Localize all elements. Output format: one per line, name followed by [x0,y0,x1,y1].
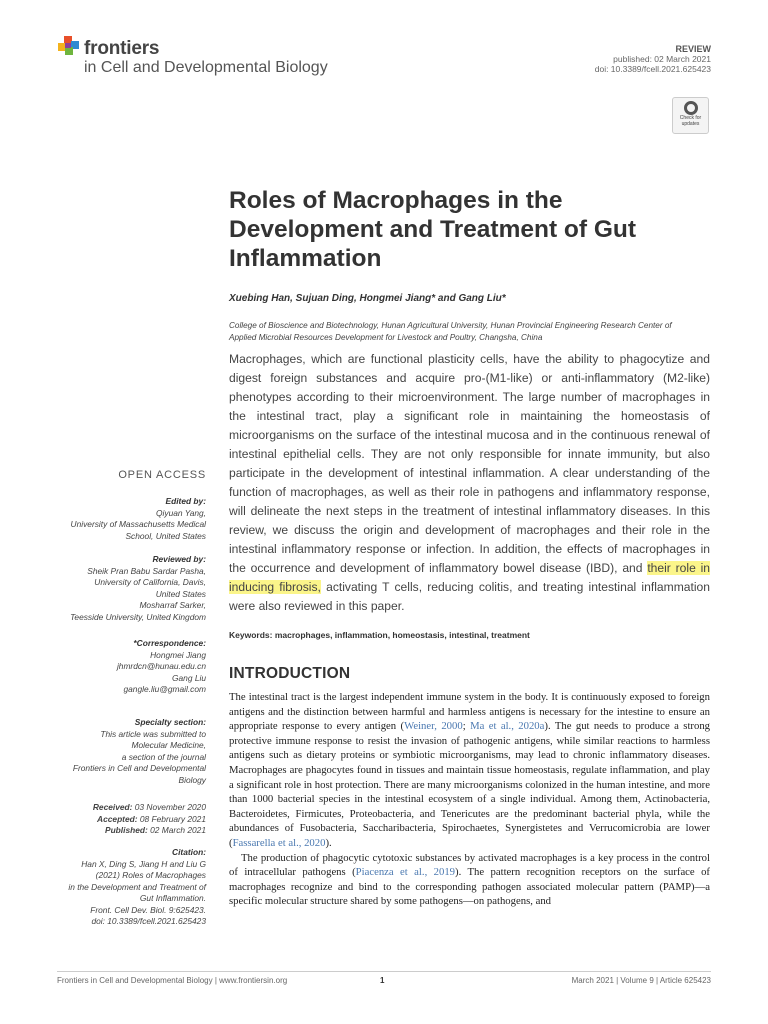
open-access-label: OPEN ACCESS [118,469,206,481]
publish-date: published: 02 March 2021 [613,54,711,64]
footer-issue: March 2021 | Volume 9 | Article 625423 [571,976,711,985]
keywords: Keywords: macrophages, inflammation, homeostasis, intestinal, treatment [229,630,530,640]
sidebar-edited-by: Edited by: Qiyuan Yang, University of Massachusetts Medical School, United States [70,496,206,541]
paragraph-2: The production of phagocytic cytotoxic substances by activated macrophages is a key process in the control of intracellular pathogens (Piacenza et al., 2019). The pattern recognition receptors on the surface of macrophages recognize and bind to the corresponding pathogen associated molecular pattern (PAMP)—a specific molecular structure shared by some pathogens—on pathogens, and [229,851,710,908]
affiliation: College of Bioscience and Biotechnology, Hunan Agricultural University, Hunan Provincial Engineering Research Center of Applied Microbial Resources Development for Livestock and Poultry, Changsha, China [229,321,672,342]
frontiers-logo-icon [58,36,80,58]
update-ring-icon [684,101,698,115]
page-number: 1 [380,976,385,985]
footer-divider [57,971,711,972]
body-text [229,690,710,909]
doi[interactable]: doi: 10.3389/fcell.2021.625423 [594,64,711,74]
logo-wordmark: frontiers [84,38,160,59]
journal-name: in Cell and Developmental Biology [84,59,328,76]
highlighted-text: their role in inducing fibrosis, [229,561,710,594]
footer-journal[interactable]: Frontiers in Cell and Developmental Biology | www.frontiersin.org [57,976,288,985]
citation-link[interactable]: Weiner, 2000 [404,720,463,733]
article-type: REVIEW [675,44,711,54]
abstract: Macrophages, which are functional plasticity cells, have the ability to phagocytize and digest foreign substances and acquire pro-(M1-like) or anti-inflammatory (M2-like) phenotypes according to their microenvironment. The large number of macrophages in the intestinal tract, play a significant role in maintaining the homeostasis of microorganisms on the surface of the intestinal mucosa and in the continuous renewal of intestinal epithelial cells. They are not only responsible for innate immunity, but also participate in the development of intestinal inflammation. A clear understanding of the function of macrophages, as well as their role in pathogens and inflammatory response, will delineate the next steps in the treatment of intestinal inflammatory diseases. In this review, we discuss the origin and development of macrophages and their role in the intestinal inflammatory response or infection. In addition, the effects of macrophages in the occurrence and development of inflammatory bowel disease (IBD), and their role in inducing fibrosis, activating T cells, reducing colitis, and treating intestinal inflammation were also reviewed in this paper. [229,352,710,613]
sidebar-correspondence: *Correspondence: Hongmei Jiang jhmrdcn@hunau.edu.cn Gang Liu gangle.liu@gmail.com [36,638,206,696]
sidebar-reviewed-by: Reviewed by: Sheik Pran Babu Sardar Pasha, University of California, Davis, United States Mosharraf Sarker, Teesside University, United Kingdom [70,554,206,622]
citation-link[interactable]: Piacenza et al., 2019 [355,866,456,879]
citation-link[interactable]: Ma et al., 2020a [470,720,545,733]
sidebar-citation: Citation: Han X, Ding S, Jiang H and Liu G (2021) Roles of Macrophages in the Development and Treatment of Gut Inflammation. Front. Cell Dev. Biol. 9:625423. doi: 10.3389/fcell.2021.625423 [68,847,206,926]
paragraph-1: The intestinal tract is the largest independent immune system in the body. It is continuously exposed to foreign antigens and the distinction between harmful and harmless antigens is necessary for the intestine to ensure an appropriate response to every antigen (Weiner, 2000; Ma et al., 2020a). The gut needs to produce a strong protective immune response to resist the invasion of pathogenic antigens, while similar reactions to harmless antigens such as dietary proteins or symbiotic microorganisms, may lead to chronic inflammatory diseases. Macrophages are phagocytes found in tissues and maintain tissue homeostasis, regulate inflammation, and play a significant role in host protection. There are many microorganisms colonized in the human intestine, and more than 1000 bacterial species in the intestinal ecosystem of a single individual. Among them, Actinobacteria, Bacteroidetes, Firmicutes, Proteobacteria, and Tenericutes are the predominant bacterial phyla, while the abundances of Fusobacteria, Saccharibacteria, Spirochaetes, Synergistetes and Verrucomicrobia are lower (Fassarella et al., 2020). [229,691,711,849]
sidebar-dates: Received: 03 November 2020 Accepted: 08 February 2021 Published: 02 March 2021 [92,802,206,835]
section-heading-introduction: INTRODUCTION [229,665,351,682]
email-link[interactable]: jhmrdcn@hunau.edu.cn [116,661,206,671]
check-for-updates-badge[interactable]: Check for updates [672,97,709,134]
article-meta [595,44,711,74]
email-link[interactable]: gangle.liu@gmail.com [123,684,206,694]
citation-link[interactable]: Fassarella et al., 2020 [232,836,326,849]
sidebar-specialty-section: Specialty section: This article was submitted to Molecular Medicine, a section of the journal Frontiers in Cell and Developmental Biology [72,717,206,785]
author-list: Xuebing Han, Sujuan Ding, Hongmei Jiang* and Gang Liu* [229,293,506,304]
article-title: Roles of Macrophages in the Development and Treatment of Gut Inflammation [229,187,637,272]
journal-logo [58,34,358,84]
